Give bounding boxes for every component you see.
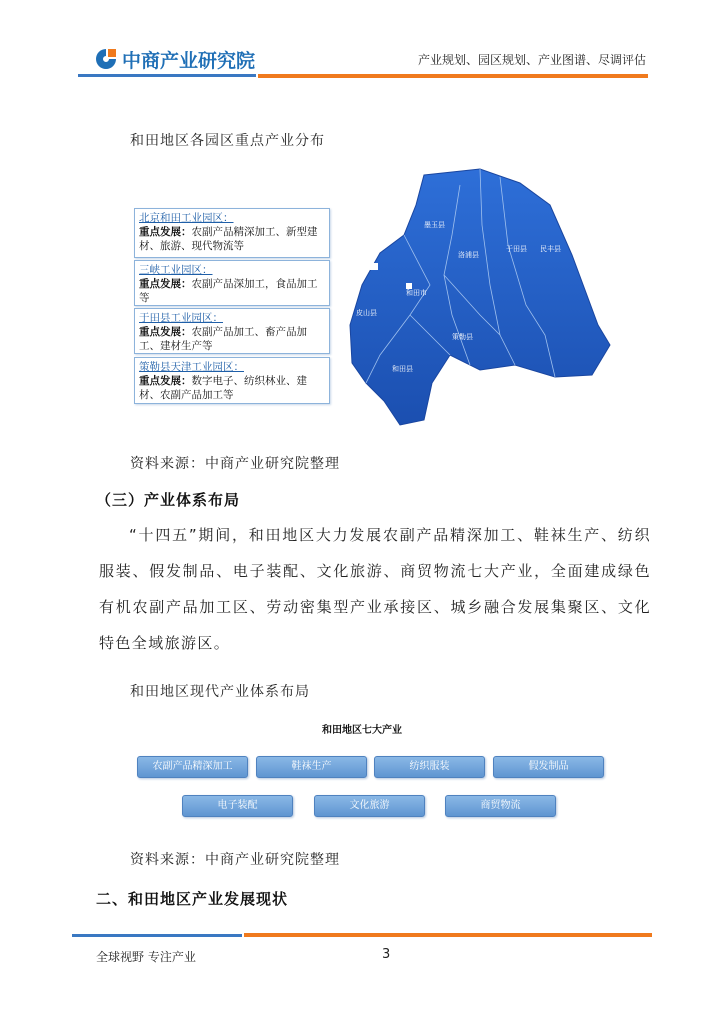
- footer-slogan: 全球视野 专注产业: [96, 950, 196, 964]
- section3-paragraph-text: “十四五”期间，和田地区大力发展农副产品精深加工、鞋袜生产、纺织服装、假发制品、电子装配、文化旅游、商贸物流七大产业，全面建成绿色有机农副产品加工区、劳动密集型产业承接区、城乡融合发展集聚区、文化特色全域旅游区。: [99, 526, 651, 652]
- park-desc: 数字电子、纺织林业、建材、农副产品加工等: [139, 375, 307, 401]
- map-label-cele: 策勒县: [452, 333, 473, 341]
- header-rule-orange: [258, 74, 648, 78]
- industry-box-culture-tourism: 文化旅游: [314, 795, 425, 817]
- logo-mark-icon: [94, 47, 118, 71]
- park-desc: 农副产品深加工，食品加工等: [139, 278, 318, 304]
- map-label-luopu: 洛浦县: [458, 251, 479, 259]
- logo-text: 中商产业研究院: [122, 49, 256, 72]
- park-desc: 农副产品加工、畜产品加工、建材生产等: [139, 326, 307, 352]
- map-label-hetian-county: 和田县: [392, 365, 413, 373]
- industry-diagram-title: 和田地区七大产业: [322, 725, 402, 736]
- industry-box-electronics: 电子装配: [182, 795, 293, 817]
- park-desc: 农副产品精深加工、新型建材、旅游、现代物流等: [139, 226, 318, 252]
- park-box-beijing: [134, 208, 330, 258]
- figure1-caption: 和田地区各园区重点产业分布: [130, 133, 325, 149]
- section3-paragraph: [99, 517, 651, 661]
- page-number: 3: [382, 947, 391, 962]
- company-logo: [94, 46, 255, 72]
- figure2-caption: 和田地区现代产业体系布局: [130, 684, 310, 700]
- hetian-region-map: [340, 165, 620, 430]
- map-label-moyu: 墨玉县: [424, 221, 445, 229]
- section-two-heading: 二、和田地区产业发展现状: [96, 890, 289, 908]
- map-marker-white: [370, 263, 378, 270]
- park-key: 重点发展：: [139, 278, 192, 290]
- park-box-sanxia: [134, 260, 330, 306]
- industry-box-agri-processing: 农副产品精深加工: [137, 756, 248, 778]
- map-label-minfeng: 民丰县: [540, 245, 561, 253]
- header-rule-blue: [78, 74, 256, 77]
- park-name: 北京和田工业园区：: [139, 212, 234, 224]
- industry-box-textile: 纺织服装: [374, 756, 485, 778]
- park-key: 重点发展：: [139, 375, 192, 387]
- park-key: 重点发展：: [139, 226, 192, 238]
- park-name: 三峡工业园区：: [139, 264, 213, 276]
- map-region-outline: [350, 169, 610, 425]
- figure2-source: 资料来源：中商产业研究院整理: [130, 852, 340, 868]
- park-name: 策勒县天津工业园区：: [139, 361, 244, 373]
- park-box-yutian: [134, 308, 330, 354]
- industry-box-shoes-socks: 鞋袜生产: [256, 756, 367, 778]
- park-name: 于田县工业园区：: [139, 312, 223, 324]
- figure1-source: 资料来源：中商产业研究院整理: [130, 456, 340, 472]
- map-label-hetian-city: 和田市: [406, 289, 427, 297]
- park-key: 重点发展：: [139, 326, 192, 338]
- header-services: 产业规划、园区规划、产业图谱、尽调评估: [417, 53, 646, 67]
- industry-box-logistics: 商贸物流: [445, 795, 556, 817]
- section3-heading: （三）产业体系布局: [96, 491, 241, 509]
- footer-rule-orange: [244, 933, 652, 937]
- footer-rule-blue: [72, 934, 242, 937]
- map-label-yutian: 于田县: [506, 245, 527, 253]
- park-box-cele: [134, 357, 330, 404]
- industry-box-wigs: 假发制品: [493, 756, 604, 778]
- map-label-pishan: 皮山县: [356, 309, 377, 317]
